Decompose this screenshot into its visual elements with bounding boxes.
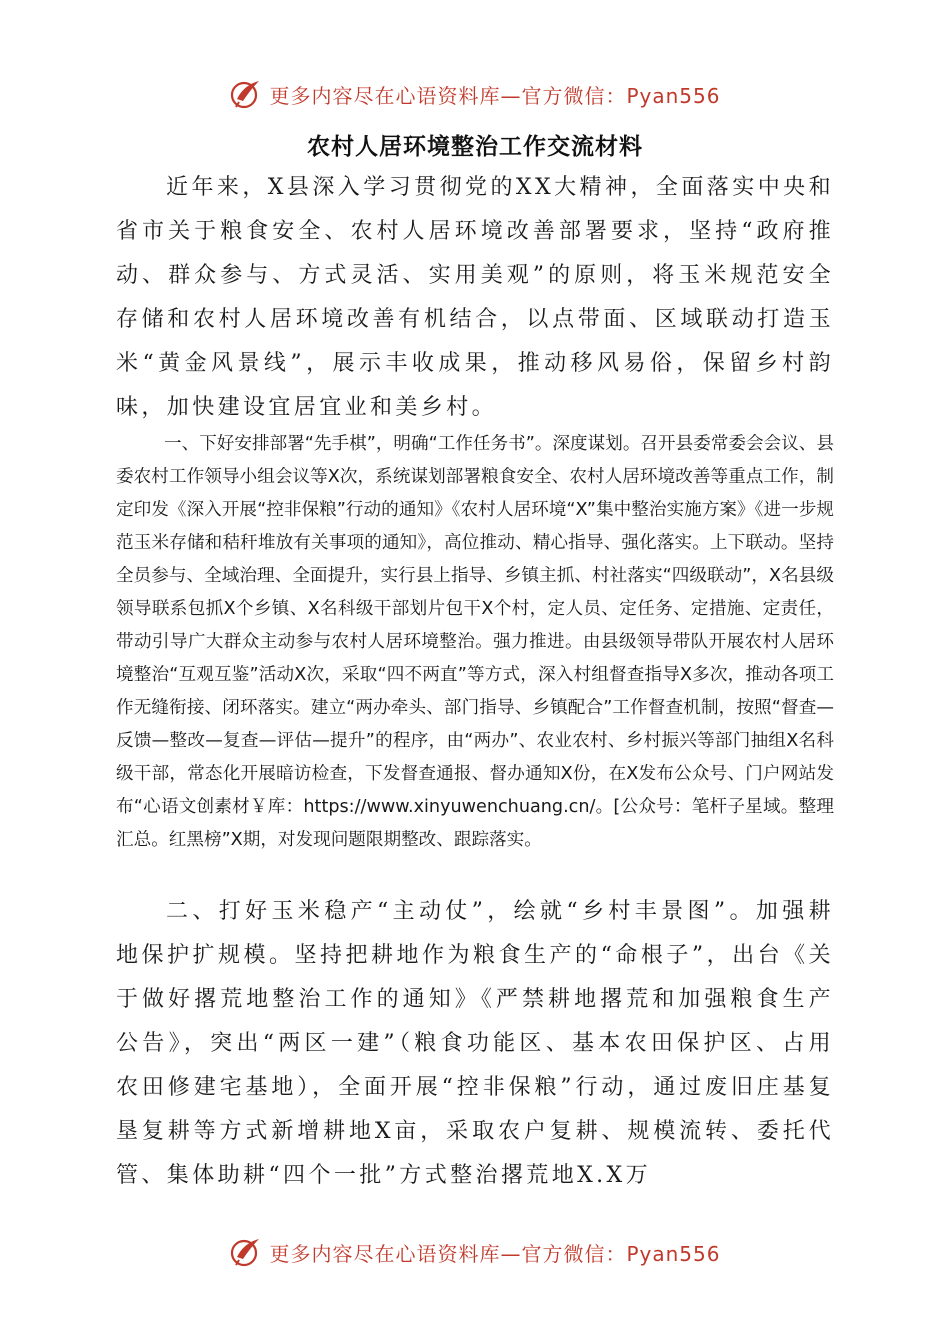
- header-watermark-banner: [0, 72, 950, 116]
- document-title: 农村人居环境整治工作交流材料: [307, 134, 643, 160]
- section-two-paragraph: 二、打好玉米稳产“主动仗”，绘就“乡村丰景图”。加强耕地保护扩规模。坚持把耕地作为粮食生产的“命根子”，出台《关于做好撂荒地整治工作的通知》《严禁耕地撂荒和加强粮食生产公告》，突出“两区一建”（粮食功能区、基本农田保护区、占用农田修建宅基地），全面开展“控非保粮”行动，通过废旧庄基复垦复耕等方式新增耕地X亩，采取农户复耕、规模流转、委托代管、集体助耕“四个一批”方式整治撂荒地X.X万: [116, 899, 834, 1188]
- footer-watermark-text: 更多内容尽在心语资料库—官方微信：Pyan556: [269, 1241, 721, 1266]
- red-quill-seal-icon: [229, 77, 263, 111]
- intro-paragraph: 近年来，X县深入学习贯彻党的XX大精神，全面落实中央和省市关于粮食安全、农村人居环境改善部署要求，坚持“政府推动、群众参与、方式灵活、实用美观”的原则，将玉米规范安全存储和农村人居环境改善有机结合，以点带面、区域联动打造玉米“黄金风景线”，展示丰收成果，推动移风易俗，保留乡村韵味，加快建设宜居宜业和美乡村。: [116, 175, 834, 420]
- footer-watermark-banner: [0, 1230, 950, 1274]
- section-one-paragraph: 一、下好安排部署“先手棋”，明确“工作任务书”。深度谋划。召开县委常委会会议、县委农村工作领导小组会议等X次，系统谋划部署粮食安全、农村人居环境改善等重点工作，制定印发《深入开展“控非保粮”行动的通知》《农村人居环境“X”集中整治实施方案》《进一步规范玉米存储和秸秆堆放有关事项的通知》，高位推动、精心指导、强化落实。上下联动。坚持全员参与、全域治理、全面提升，实行县上指导、乡镇主抓、村社落实“四级联动”，X名县级领导联系包抓X个乡镇、X名科级干部划片包干X个村，定人员、定任务、定措施、定责任，带动引导广大群众主动参与农村人居环境整治。强力推进。由县级领导带队开展农村人居环境整治“互观互鉴”活动X次，采取“四不两直”等方式，深入村组督查指导X多次，推动各项工作无缝衔接、闭环落实。建立“两办牵头、部门指导、乡镇配合”工作督查机制，按照“督查—反馈—整改—复查—评估—提升”的程序，由“两办”、农业农村、乡村振兴等部门抽组X名科级干部，常态化开展暗访检查，下发督查通报、督办通知X份，在X发布公众号、门户网站发布“心语文创素材￥库：https://www.xinyuwenchuang.cn/。[公众号：笔杆子星域。整理汇总。红黑榜”X期，对发现问题限期整改、跟踪落实。: [116, 434, 834, 850]
- red-quill-seal-icon: [229, 1235, 263, 1269]
- header-watermark-text: 更多内容尽在心语资料库—官方微信：Pyan556: [269, 83, 721, 108]
